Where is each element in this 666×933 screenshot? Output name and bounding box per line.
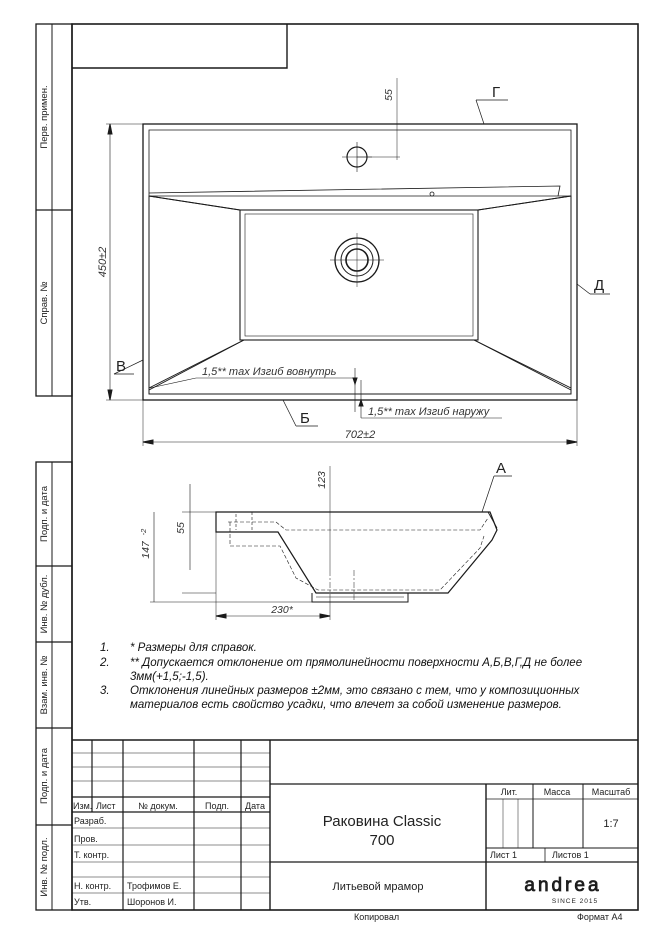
callout-outward: 1,5** max Изгиб наружу (368, 406, 490, 418)
scale-label: Масштаб (591, 787, 631, 797)
drawing-frame (36, 24, 638, 910)
material: Литьевой мрамор (332, 881, 424, 893)
header-date: Дата (245, 801, 265, 811)
note-2 (100, 657, 582, 670)
dim-123: 123 (316, 471, 328, 489)
scale-value: 1:7 (603, 818, 619, 830)
sheet-number: Лист 1 (490, 850, 518, 860)
label-g: Г (492, 84, 501, 101)
note-2-cont (130, 671, 209, 684)
note-3-text: Отклонения линейных размеров ±2мм, это связано с тем, что у композиционных (130, 685, 580, 697)
side-label-perv-primen: Перв. примен. (39, 85, 50, 149)
label-a: А (496, 460, 507, 477)
note-1 (100, 642, 257, 655)
note-2-text: ** Допускается отклонение от прямолинейности поверхности А,Б,В,Г,Д не более (130, 657, 583, 669)
side-view (150, 466, 512, 620)
side-label-sprav-no: Справ. № (39, 281, 50, 325)
dim-450: 450±2 (97, 246, 109, 278)
dim-702: 702±2 (344, 429, 376, 441)
side-label-podp-data-2: Подп. и дата (39, 748, 50, 804)
side-label-inv-podl: Инв. № подл. (39, 837, 50, 897)
andrea-logo (524, 875, 601, 905)
sheet-count: Листов 1 (552, 850, 589, 860)
label-d: Д (594, 277, 605, 294)
drawing-title-line1: Раковина Classic (322, 813, 442, 830)
side-label-inv-dubl: Инв. № дубл. (39, 574, 50, 634)
note-3 (100, 685, 579, 698)
copied-label: Копировал (354, 912, 400, 922)
dim-147-tol: -2 (139, 528, 148, 536)
label-b: Б (300, 410, 310, 427)
note-3-number: 3. (100, 685, 110, 697)
note-2-continuation: 3мм(+1,5;-1,5). (130, 671, 209, 683)
name-utv: Шоронов И. (127, 897, 177, 907)
drawing-title-line2: 700 (369, 832, 395, 849)
side-label-podp-data-1: Подп. и дата (39, 486, 50, 542)
note-1-text: * Размеры для справок. (130, 642, 257, 654)
header-list: Лист (96, 801, 116, 811)
note-3-continuation: материалов есть свойство усадки, что влечет за собой изменение размеров. (130, 699, 562, 711)
top-view-text (97, 84, 604, 441)
side-label-vzam-inv: Взам. инв. № (39, 655, 50, 715)
header-doc: № докум. (138, 801, 178, 811)
name-nkontr: Трофимов Е. (127, 881, 182, 891)
logo-text: andrea (524, 875, 602, 896)
top-view (106, 78, 610, 446)
dim-147: 147 (140, 541, 152, 559)
role-utv: Утв. (74, 897, 92, 907)
dim-230: 230* (271, 604, 293, 616)
role-prov: Пров. (74, 834, 98, 844)
dim-55-side: 55 (175, 522, 187, 534)
dim-55-top: 55 (383, 89, 395, 101)
side-column-labels (39, 85, 50, 896)
header-izm: Изм. (73, 801, 93, 811)
label-v: В (116, 358, 127, 375)
callout-inward: 1,5** max Изгиб вовнутрь (202, 366, 337, 378)
format-label: Формат А4 (577, 912, 623, 922)
mass-label: Масса (543, 787, 571, 797)
note-2-number: 2. (100, 657, 110, 669)
note-1-number: 1. (100, 642, 110, 654)
logo-subtext: SINCE 2015 (551, 898, 599, 905)
role-tkontr: Т. контр. (74, 850, 110, 860)
lit-label: Лит. (500, 787, 518, 797)
header-podp: Подп. (205, 801, 229, 811)
title-block-text (73, 787, 630, 922)
role-nkontr: Н. контр. (74, 881, 112, 891)
role-razrab: Разраб. (74, 816, 107, 826)
note-3-cont (130, 699, 562, 712)
